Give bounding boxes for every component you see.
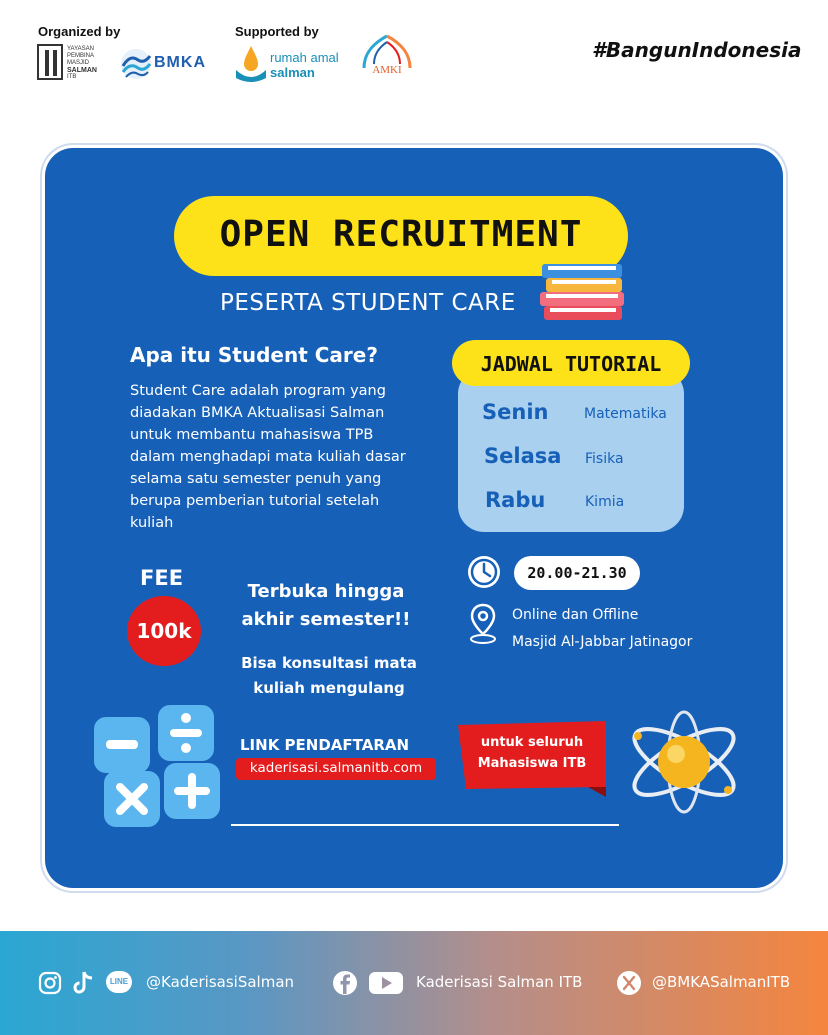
location-pin-icon [466, 602, 500, 646]
location-line2: Masjid Al-Jabbar Jatinagor [512, 634, 693, 650]
divider-line [231, 824, 619, 826]
math-operators-icon [92, 703, 222, 831]
x-twitter-icon[interactable] [616, 970, 642, 996]
schedule-subject: Kimia [585, 494, 625, 510]
amki-logo [356, 34, 418, 84]
description-line: untuk membantu mahasiswa TPB [130, 427, 374, 443]
description-line: berupa pemberian tutorial setelah [130, 493, 380, 509]
schedule-day: Rabu [485, 488, 546, 512]
description-line: diadakan BMKA Aktualisasi Salman [130, 405, 385, 421]
tutorial-time: 20.00-21.30 [527, 564, 627, 582]
channel-name[interactable]: Kaderisasi Salman ITB [416, 973, 583, 991]
subtitle: PESERTA STUDENT CARE [220, 290, 516, 316]
ysm-mark-icon [37, 44, 63, 80]
ram-line1: rumah amal [270, 50, 339, 65]
hashtag: #BangunIndonesia [592, 38, 802, 62]
ysm-salman-logo [37, 44, 119, 82]
bmka-logo-text: BMKA [154, 54, 206, 71]
amki-logo-text: AMKI [372, 64, 402, 76]
description-line: kuliah [130, 515, 174, 531]
audience-text [462, 732, 602, 774]
instagram-icon[interactable] [38, 971, 62, 995]
ysm-text-3: MASJID [67, 60, 90, 66]
ysm-text-4: SALMAN [67, 67, 97, 74]
description-line: Student Care adalah program yang [130, 383, 386, 399]
description [130, 380, 420, 534]
bmka-logo [120, 46, 216, 82]
supported-by-label: Supported by [235, 24, 319, 39]
social-handle-bmka[interactable]: @BMKASalmanITB [652, 973, 791, 991]
atom-icon [624, 706, 744, 818]
audience-line2: Mahasiswa ITB [477, 756, 587, 771]
question-title: Apa itu Student Care? [130, 343, 378, 367]
schedule-subject: Matematika [584, 406, 667, 422]
rumah-amal-salman-logo [234, 44, 350, 84]
open-until-line2: akhir semester!! [241, 609, 411, 630]
bmka-wave-icon [120, 46, 154, 82]
headline: OPEN RECRUITMENT [219, 214, 583, 255]
youtube-icon[interactable] [368, 971, 404, 995]
description-line: dalam menghadapi mata kuliah dasar [130, 449, 406, 465]
open-until-text [226, 578, 426, 634]
ysm-text-2: PEMBINA [67, 53, 95, 59]
consult-line2: kuliah mengulang [253, 679, 405, 697]
schedule-subject: Fisika [585, 451, 624, 467]
social-handle-kaderisasi[interactable]: @KaderisasiSalman [146, 973, 295, 991]
ysm-text-1: YAYASAN [67, 46, 95, 52]
location-line1: Online dan Offline [512, 607, 639, 623]
fee-value: 100k [136, 619, 192, 643]
line-icon-text: LINE [109, 977, 129, 986]
schedule-title: JADWAL TUTORIAL [480, 352, 662, 376]
registration-link-label: LINK PENDAFTARAN [240, 736, 410, 754]
organized-by-label: Organized by [38, 24, 121, 39]
ram-line2: salman [270, 65, 315, 80]
open-until-line1: Terbuka hingga [247, 581, 405, 602]
audience-line1: untuk seluruh [480, 735, 584, 750]
ysm-text-5: ITB [67, 74, 77, 80]
tiktok-icon[interactable] [73, 970, 95, 996]
clock-icon [466, 554, 502, 590]
books-icon [536, 262, 632, 324]
consult-text [218, 651, 440, 701]
rumah-amal-drop-icon [234, 44, 268, 82]
fee-label: FEE [140, 566, 184, 590]
registration-link[interactable]: kaderisasi.salmanitb.com [249, 760, 423, 776]
facebook-icon[interactable] [332, 970, 358, 996]
schedule-day: Senin [482, 400, 549, 424]
schedule-day: Selasa [484, 444, 562, 468]
consult-line1: Bisa konsultasi mata [241, 654, 417, 672]
description-line: selama satu semester penuh yang [130, 471, 382, 487]
line-icon[interactable] [106, 971, 132, 993]
amki-dome-icon [356, 34, 418, 84]
